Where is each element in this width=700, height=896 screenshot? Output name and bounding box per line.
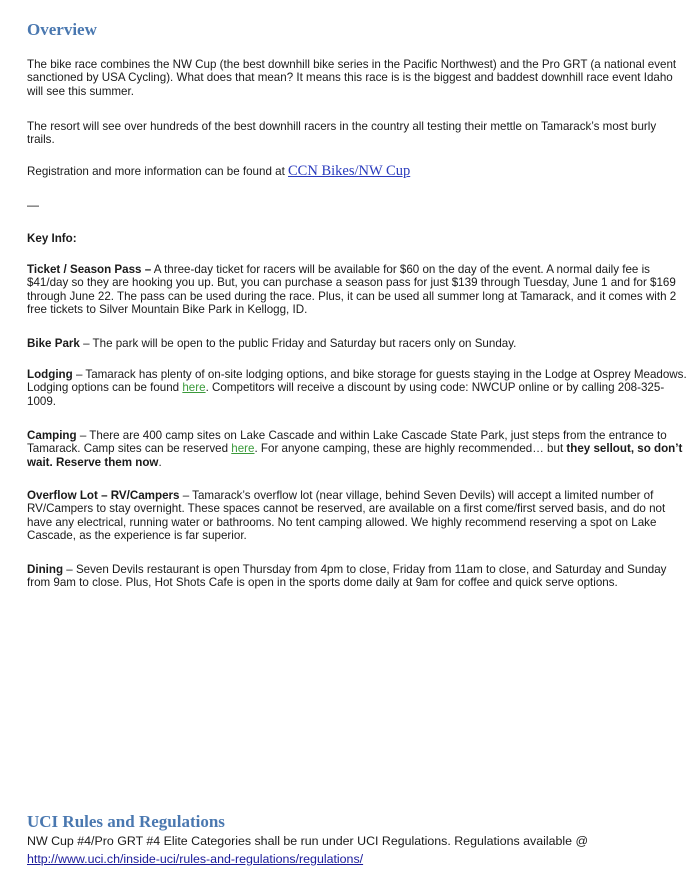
ticket-text: A three-day ticket for racers will be available for $60 on the day of the event. A normal daily fee is $41/day so they are hooking you up. But, you can purchase a season pass for just $139 through Tuesday, June 1 and for $169 through June 22. The pass can be used during the race. Plus, it can be used all summer long at Tamarack, and it comes with 2 free tickets to Silver Mountain Bike Park in Kellogg, ID.	[27, 263, 677, 317]
uci-text: NW Cup #4/Pro GRT #4 Elite Categories shall be run under UCI Regulations. Regulations available @	[27, 834, 589, 848]
ticket-label: Ticket / Season Pass –	[27, 263, 152, 276]
registration-text: Registration and more information can be found at	[27, 165, 289, 178]
dining-paragraph	[27, 563, 687, 590]
overview-paragraph-1: The bike race combines the NW Cup (the best downhill bike series in the Pacific Northwest) and the Pro GRT (a national event sanctioned by USA Cycling). What does that mean? It means this race is is the biggest and baddest downhill race event Idaho will see this summer.	[27, 58, 677, 98]
camping-paragraph	[27, 429, 687, 469]
camping-bold-text: they sellout, so don’t wait. Reserve them now	[27, 442, 683, 469]
separator-dash: —	[27, 198, 39, 212]
overflow-text: – Tamarack’s overflow lot (near village, behind Seven Devils) will accept a limited number of RV/Campers to stay overnight. These spaces cannot be reserved, are available on a first come/first served basis, and do not have any electrical, running water or bathrooms. No tent camping allowed. We highly recommend reserving a spot on Lake Cascade, as the experience is far superior.	[27, 489, 666, 543]
bike-park-text: – The park will be open to the public Friday and Saturday but racers only on Sunday.	[79, 337, 517, 350]
camping-text-2: . For anyone camping, these are highly recommended… but	[254, 442, 567, 456]
lodging-text-2: . Competitors will receive a discount by using code: NWCUP online or by calling 208-325-1009.	[27, 381, 665, 408]
lodging-link[interactable]: here	[182, 381, 206, 395]
uci-link-line	[27, 852, 687, 867]
bike-park-paragraph	[27, 337, 687, 350]
registration-paragraph	[27, 165, 687, 178]
uci-heading: UCI Rules and Regulations	[27, 812, 225, 831]
uci-regulations-link[interactable]: http://www.uci.ch/inside-uci/rules-and-regulations/regulations/	[27, 852, 364, 866]
camping-label: Camping	[27, 429, 77, 442]
overflow-paragraph	[27, 489, 687, 543]
ccn-bikes-link[interactable]: CCN Bikes/NW Cup	[288, 163, 411, 179]
ticket-paragraph	[27, 263, 687, 317]
lodging-label: Lodging	[27, 368, 73, 381]
camping-link[interactable]: here	[231, 442, 255, 456]
overview-paragraph-2: The resort will see over hundreds of the best downhill racers in the country all testing their mettle on Tamarack’s most burly trails.	[27, 120, 657, 147]
lodging-text: – Tamarack has plenty of on-site lodging options, and bike storage for guests staying in the Lodge at Osprey Meadows. Lodging options can be found	[27, 368, 687, 395]
camping-text: – There are 400 camp sites on Lake Cascade and within Lake Cascade State Park, just steps from the entrance to Tamarack. Camp sites can be reserved	[27, 429, 667, 456]
bike-park-label: Bike Park	[27, 337, 80, 350]
dining-label: Dining	[27, 563, 64, 576]
overview-heading: Overview	[27, 20, 97, 39]
overflow-label: Overflow Lot – RV/Campers	[27, 489, 180, 502]
camping-end: .	[158, 455, 162, 469]
lodging-paragraph	[27, 368, 687, 408]
key-info-heading: Key Info:	[27, 232, 77, 245]
dining-text: – Seven Devils restaurant is open Thursday from 4pm to close, Friday from 11am to close, and Saturday and Sunday from 9am to close. Plus, Hot Shots Cafe is open in the sports dome daily at 9am for coffee and quick serve options.	[27, 563, 667, 590]
